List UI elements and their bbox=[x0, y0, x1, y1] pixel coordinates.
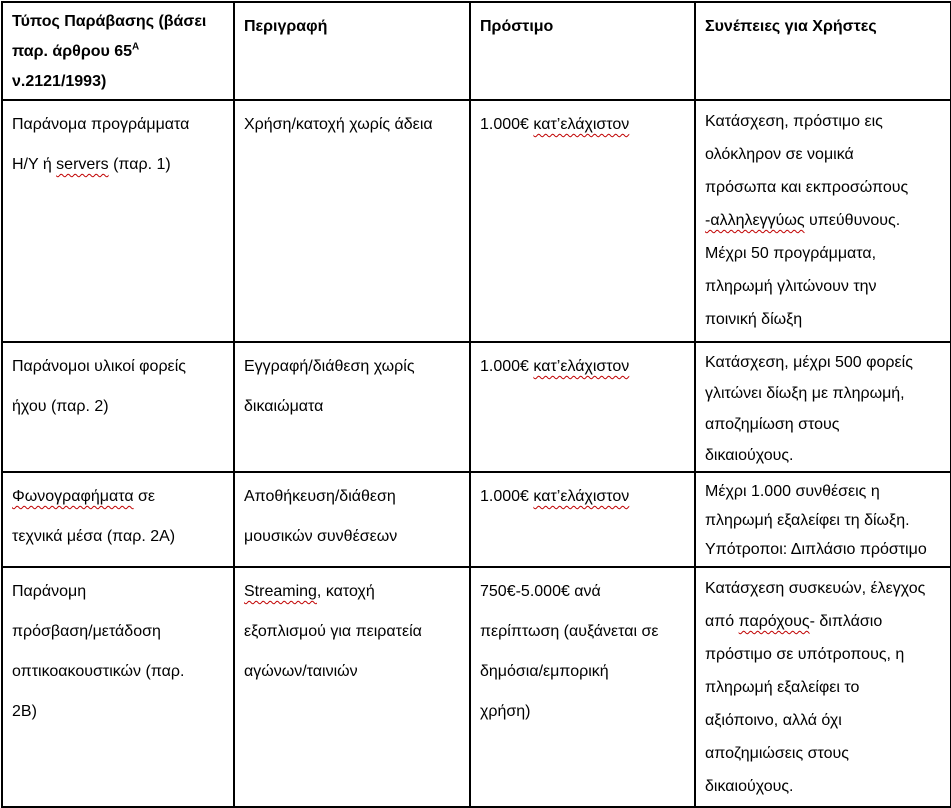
text-segment: τεχνικά μέσα (παρ. 2Α) bbox=[12, 528, 176, 545]
table-cell-line bbox=[705, 204, 944, 237]
superscript-text: Α bbox=[132, 41, 140, 53]
table-cell-line bbox=[705, 704, 944, 737]
table-body bbox=[2, 100, 951, 807]
header-cell-line bbox=[244, 7, 463, 47]
misspelled-word: κατ’ελάχιστον bbox=[533, 488, 630, 505]
misspelled-word: κατ’ελάχιστον bbox=[533, 358, 630, 375]
table-cell bbox=[2, 100, 234, 342]
table-cell-line bbox=[480, 477, 688, 517]
table-cell bbox=[234, 100, 470, 342]
header-cell-line bbox=[12, 7, 227, 37]
text-segment: Εγγραφή/διάθεση χωρίς bbox=[244, 358, 415, 375]
table-cell-line bbox=[480, 612, 688, 652]
header-cell bbox=[2, 2, 234, 100]
text-segment: περίπτωση (αυξάνεται σε bbox=[480, 623, 659, 640]
table-cell-line bbox=[12, 692, 227, 732]
text-segment: παρ. άρθρου 65 bbox=[12, 43, 133, 60]
misspelled-word: -αλληλεγγύως bbox=[705, 212, 805, 229]
text-segment: ν.2121/1993) bbox=[12, 73, 107, 90]
text-segment: αξιόποινο, αλλά όχι bbox=[705, 712, 842, 729]
table-cell-line bbox=[705, 535, 944, 564]
text-segment: αποζημίωση στους bbox=[705, 416, 840, 433]
text-segment: 1.000€ bbox=[480, 116, 534, 133]
table-head bbox=[2, 2, 951, 100]
header-cell-line bbox=[705, 7, 944, 47]
table-row bbox=[2, 567, 951, 807]
header-cell bbox=[695, 2, 951, 100]
table-cell bbox=[695, 567, 951, 807]
table-cell-line bbox=[705, 347, 944, 378]
table-cell bbox=[470, 567, 695, 807]
table-cell-line bbox=[705, 477, 944, 506]
text-segment: Κατάσχεση, μέχρι 500 φορείς bbox=[705, 354, 913, 371]
table-cell-line bbox=[480, 105, 688, 145]
misspelled-word: κατ’ελάχιστον bbox=[533, 116, 630, 133]
table-cell-line bbox=[12, 572, 227, 612]
text-segment: εξοπλισμού για πειρατεία bbox=[244, 623, 422, 640]
text-segment: Κατάσχεση συσκευών, έλεγχος bbox=[705, 580, 926, 597]
table-cell-line bbox=[705, 770, 944, 803]
table-cell-line bbox=[705, 506, 944, 535]
text-segment: δικαιούχους. bbox=[705, 778, 794, 795]
text-segment: Συνέπειες για Χρήστες bbox=[705, 18, 877, 35]
text-segment: οπτικοακουστικών (παρ. bbox=[12, 663, 185, 680]
table-cell-line bbox=[12, 652, 227, 692]
text-segment: 1.000€ bbox=[480, 488, 534, 505]
table-cell-line bbox=[12, 105, 227, 145]
table-cell-line bbox=[705, 171, 944, 204]
text-segment: δημόσια/εμπορική bbox=[480, 663, 609, 680]
table-cell bbox=[234, 342, 470, 472]
table-cell-line bbox=[244, 105, 463, 145]
text-segment: σε bbox=[133, 488, 156, 505]
text-segment: από bbox=[705, 613, 739, 630]
text-segment: Περιγραφή bbox=[244, 18, 328, 35]
text-segment: δικαιούχους. bbox=[705, 447, 794, 464]
table-cell bbox=[234, 567, 470, 807]
text-segment: 750€-5.000€ ανά bbox=[480, 583, 601, 600]
text-segment: δικαιώματα bbox=[244, 398, 324, 415]
text-segment: Παράνομη bbox=[12, 583, 87, 600]
header-cell-line bbox=[12, 67, 227, 97]
text-segment: Υπότροποι: Διπλάσιο πρόστιμο bbox=[705, 541, 927, 558]
table-cell-line bbox=[244, 612, 463, 652]
table-cell-line bbox=[705, 105, 944, 138]
text-segment: ποινική δίωξη bbox=[705, 311, 803, 328]
table-cell bbox=[470, 342, 695, 472]
table-cell bbox=[695, 472, 951, 567]
header-cell bbox=[234, 2, 470, 100]
table-cell-line bbox=[12, 517, 227, 557]
table-cell-line bbox=[705, 270, 944, 303]
text-segment: Παράνομοι υλικοί φορείς bbox=[12, 358, 186, 375]
table-cell-line bbox=[244, 477, 463, 517]
text-segment: Τύπος Παράβασης (βάσει bbox=[12, 13, 207, 30]
table-cell-line bbox=[705, 572, 944, 605]
text-segment: 2Β) bbox=[12, 703, 37, 720]
text-segment: Μέχρι 50 προγράμματα, bbox=[705, 245, 877, 262]
text-segment: Μέχρι 1.000 συνθέσεις η bbox=[705, 483, 880, 500]
header-cell-line bbox=[12, 37, 227, 67]
text-segment: Παράνομα προγράμματα bbox=[12, 116, 190, 133]
table-cell-line bbox=[480, 572, 688, 612]
misspelled-word: Streaming bbox=[244, 583, 317, 600]
text-segment: Χρήση/κατοχή χωρίς άδεια bbox=[244, 116, 433, 133]
table-cell-line bbox=[705, 138, 944, 171]
table-row bbox=[2, 342, 951, 472]
text-segment: μουσικών συνθέσεων bbox=[244, 528, 398, 545]
table-cell-line bbox=[12, 612, 227, 652]
text-segment: πρόσωπα και εκπροσώπους bbox=[705, 179, 909, 196]
misspelled-word: Φωνογραφήματα bbox=[12, 488, 134, 505]
table-cell bbox=[470, 100, 695, 342]
table-cell-line bbox=[244, 572, 463, 612]
table-cell-line bbox=[705, 303, 944, 336]
text-segment: αγώνων/ταινιών bbox=[244, 663, 358, 680]
table-cell-line bbox=[12, 477, 227, 517]
table-cell bbox=[470, 472, 695, 567]
header-row bbox=[2, 2, 951, 100]
table-row bbox=[2, 472, 951, 567]
text-segment: ολόκληρον σε νομικά bbox=[705, 146, 854, 163]
table-cell-line bbox=[705, 671, 944, 704]
table-cell-line bbox=[705, 440, 944, 471]
table-cell-line bbox=[705, 737, 944, 770]
text-segment: αποζημιώσεις στους bbox=[705, 745, 849, 762]
text-segment: πληρωμή εξαλείφει το bbox=[705, 679, 860, 696]
text-segment: ήχου (παρ. 2) bbox=[12, 398, 109, 415]
text-segment: χρήση) bbox=[480, 703, 531, 720]
table-cell-line bbox=[480, 692, 688, 732]
table-cell-line bbox=[705, 638, 944, 671]
header-cell bbox=[470, 2, 695, 100]
table-row bbox=[2, 100, 951, 342]
table-cell-line bbox=[12, 387, 227, 427]
misspelled-word: παρόχους bbox=[738, 613, 810, 630]
table-cell-line bbox=[244, 347, 463, 387]
text-segment: πρόσβαση/μετάδοση bbox=[12, 623, 161, 640]
table-cell-line bbox=[244, 652, 463, 692]
text-segment: Η/Υ ή bbox=[12, 156, 57, 173]
text-segment: Πρόστιμο bbox=[480, 18, 554, 35]
table-cell-line bbox=[705, 378, 944, 409]
text-segment: πληρωμή εξαλείφει τη δίωξη. bbox=[705, 512, 910, 529]
text-segment: υπεύθυνους. bbox=[804, 212, 901, 229]
penalties-table bbox=[1, 1, 951, 808]
table-cell bbox=[695, 342, 951, 472]
text-segment: (παρ. 1) bbox=[108, 156, 171, 173]
text-segment: Κατάσχεση, πρόστιμο εις bbox=[705, 113, 883, 130]
table-cell-line bbox=[12, 145, 227, 185]
text-segment: πρόστιμο σε υπότροπους, η bbox=[705, 646, 905, 663]
table-cell bbox=[2, 342, 234, 472]
table-cell bbox=[234, 472, 470, 567]
table-cell bbox=[2, 567, 234, 807]
text-segment: πληρωμή γλιτώνουν την bbox=[705, 278, 877, 295]
table-cell bbox=[2, 472, 234, 567]
table-cell-line bbox=[244, 387, 463, 427]
text-segment: - διπλάσιο bbox=[809, 613, 883, 630]
table-cell-line bbox=[705, 605, 944, 638]
table-cell-line bbox=[480, 347, 688, 387]
table-cell-line bbox=[12, 347, 227, 387]
misspelled-word: servers bbox=[56, 156, 109, 173]
table-cell-line bbox=[705, 237, 944, 270]
table-cell bbox=[695, 100, 951, 342]
text-segment: , κατοχή bbox=[316, 583, 375, 600]
header-cell-line bbox=[480, 7, 688, 47]
table-cell-line bbox=[705, 409, 944, 440]
text-segment: 1.000€ bbox=[480, 358, 534, 375]
text-segment: γλιτώνει δίωξη με πληρωμή, bbox=[705, 385, 905, 402]
text-segment: Αποθήκευση/διάθεση bbox=[244, 488, 396, 505]
table-cell-line bbox=[480, 652, 688, 692]
table-cell-line bbox=[244, 517, 463, 557]
